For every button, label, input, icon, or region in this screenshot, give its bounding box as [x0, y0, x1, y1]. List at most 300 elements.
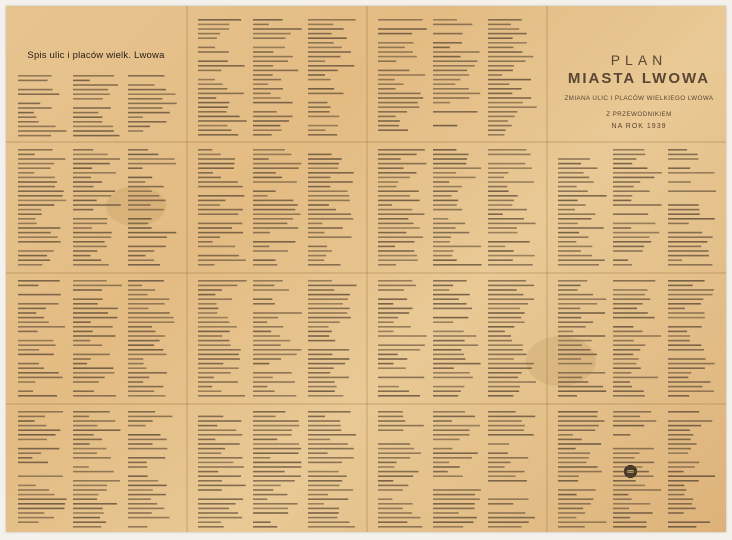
street-entry-line: [198, 521, 221, 523]
street-entry-line: [18, 195, 63, 197]
street-entry-line: [613, 167, 647, 169]
street-entry-line: [558, 223, 578, 225]
street-entry-line: [308, 294, 350, 296]
street-entry-line: [433, 331, 464, 333]
street-entry-line: [18, 349, 39, 351]
street-entry-line: [668, 475, 715, 477]
street-entry-line: [128, 209, 164, 211]
street-entry-line: [668, 508, 696, 510]
street-entry-line: [128, 232, 176, 234]
street-entry-line: [488, 367, 532, 369]
street-entry-line: [378, 163, 426, 165]
street-entry-line: [18, 103, 40, 105]
street-entry-line: [128, 512, 152, 514]
street-entry-line: [558, 317, 581, 319]
street-entry-line: [558, 326, 586, 328]
street-entry-line: [253, 24, 269, 26]
street-entry-line: [613, 512, 653, 514]
street-entry-line: [198, 439, 215, 441]
street-entry-line: [198, 395, 245, 397]
street-entry-line: [668, 429, 690, 431]
street-entry-line: [488, 28, 519, 30]
street-entry-line: [308, 298, 348, 300]
street-entry-line: [488, 386, 520, 388]
street-entry-line: [558, 335, 605, 337]
street-entry-line: [433, 521, 473, 523]
street-entry-line: [558, 167, 597, 169]
street-entry-line: [18, 227, 60, 229]
street-entry-line: [73, 429, 120, 431]
street-entry-line: [253, 163, 301, 165]
street-entry-line: [613, 462, 654, 464]
street-entry-line: [378, 102, 418, 104]
street-entry-line: [308, 213, 351, 215]
street-entry-line: [198, 452, 221, 454]
street-entry-line: [198, 195, 244, 197]
street-entry-line: [668, 480, 699, 482]
street-entry-line: [128, 98, 163, 100]
street-entry-line: [128, 195, 159, 197]
street-entry-line: [433, 457, 472, 459]
street-entry-line: [253, 88, 283, 90]
street-entry-line: [433, 367, 454, 369]
street-entry-line: [308, 326, 329, 328]
street-entry-line: [613, 195, 632, 197]
street-entry-line: [198, 312, 217, 314]
street-entry-line: [378, 186, 397, 188]
street-entry-line: [253, 47, 285, 49]
street-entry-line: [378, 47, 405, 49]
street-entry-line: [253, 363, 269, 365]
street-entry-line: [253, 381, 295, 383]
street-entry-line: [488, 395, 513, 397]
street-entry-line: [253, 480, 295, 482]
street-entry-line: [73, 443, 90, 445]
street-entry-line: [308, 125, 338, 127]
street-entry-line: [558, 494, 577, 496]
street-entry-line: [668, 250, 709, 252]
street-entry-line: [433, 395, 458, 397]
street-entry-line: [378, 33, 412, 35]
street-entry-line: [18, 172, 34, 174]
street-entry-line: [433, 51, 480, 53]
street-entry-line: [613, 390, 644, 392]
street-entry-line: [253, 125, 280, 127]
street-entry-line: [433, 429, 470, 431]
street-entry-line: [308, 232, 324, 234]
street-entry-line: [613, 480, 636, 482]
street-entry-line: [488, 186, 507, 188]
street-entry-line: [18, 232, 51, 234]
street-entry-line: [378, 223, 414, 225]
street-entry-line: [308, 358, 349, 360]
street-entry-line: [128, 294, 148, 296]
street-entry-line: [73, 395, 116, 397]
street-entry-line: [433, 298, 459, 300]
fold-line-horizontal: [6, 403, 726, 405]
street-entry-line: [488, 517, 535, 519]
street-entry-line: [613, 163, 632, 165]
street-entry-line: [378, 88, 396, 90]
street-entry-line: [18, 494, 54, 496]
street-entry-line: [488, 97, 531, 99]
street-entry-line: [198, 308, 218, 310]
street-entry-line: [73, 471, 114, 473]
street-entry-line: [253, 462, 301, 464]
street-entry-line: [128, 223, 148, 225]
street-entry-line: [253, 70, 298, 72]
street-entry-line: [668, 411, 699, 413]
street-entry-line: [433, 236, 451, 238]
street-entry-line: [613, 289, 648, 291]
street-entry-line: [253, 37, 285, 39]
street-entry-line: [308, 264, 340, 266]
fold-line-vertical: [366, 6, 368, 532]
street-entry-line: [73, 439, 102, 441]
street-entry-line: [558, 163, 581, 165]
street-entry-line: [668, 512, 684, 514]
street-entry-line: [433, 420, 452, 422]
street-entry-line: [488, 74, 502, 76]
street-entry-line: [18, 425, 47, 427]
cover-guide-line: Z PRZEWODNIKIEM: [606, 111, 672, 118]
street-entry-line: [128, 326, 152, 328]
street-entry-line: [613, 372, 631, 374]
street-entry-line: [558, 439, 582, 441]
street-entry-line: [73, 517, 100, 519]
street-entry-line: [488, 204, 512, 206]
street-entry-line: [308, 255, 326, 257]
street-entry-line: [668, 223, 689, 225]
street-entry-line: [18, 372, 59, 374]
street-entry-line: [198, 19, 241, 21]
street-entry-line: [668, 289, 714, 291]
street-entry-line: [558, 381, 588, 383]
street-entry-line: [488, 83, 509, 85]
street-entry-line: [613, 485, 645, 487]
street-entry-line: [378, 448, 414, 450]
street-entry-line: [128, 154, 158, 156]
street-entry-line: [308, 204, 329, 206]
street-entry-line: [308, 28, 344, 30]
street-entry-line: [308, 312, 347, 314]
street-entry-line: [433, 349, 461, 351]
street-entry-line: [433, 154, 469, 156]
street-entry-line: [18, 116, 36, 118]
street-entry-line: [433, 79, 460, 81]
street-entry-line: [613, 172, 662, 174]
street-entry-line: [378, 326, 411, 328]
street-entry-line: [488, 88, 522, 90]
street-entry-line: [73, 195, 111, 197]
street-entry-line: [308, 190, 348, 192]
street-entry-line: [488, 480, 527, 482]
street-entry-line: [73, 363, 87, 365]
street-entry-line: [558, 452, 590, 454]
street-entry-line: [378, 167, 404, 169]
street-entry-line: [308, 443, 348, 445]
street-entry-line: [73, 167, 92, 169]
street-entry-line: [253, 120, 289, 122]
street-entry-line: [558, 372, 605, 374]
street-entry-line: [613, 326, 634, 328]
street-entry-line: [18, 308, 46, 310]
street-entry-line: [253, 241, 295, 243]
cover-plan-title: PLAN: [610, 52, 668, 68]
street-entry-line: [253, 83, 268, 85]
street-entry-line: [433, 386, 464, 388]
street-entry-line: [378, 209, 412, 211]
street-entry-line: [433, 190, 458, 192]
street-entry-line: [488, 425, 525, 427]
street-entry-line: [558, 471, 602, 473]
street-entry-line: [308, 285, 357, 287]
street-entry-line: [668, 367, 705, 369]
street-entry-line: [18, 154, 35, 156]
street-entry-line: [128, 317, 174, 319]
street-entry-line: [198, 358, 240, 360]
street-entry-line: [128, 116, 143, 118]
street-entry-line: [128, 411, 155, 413]
street-entry-line: [668, 358, 706, 360]
street-entry-line: [73, 121, 102, 123]
street-entry-line: [18, 280, 60, 282]
street-entry-line: [18, 462, 48, 464]
street-entry-line: [308, 259, 324, 261]
street-entry-line: [128, 149, 148, 151]
street-entry-line: [488, 190, 509, 192]
street-entry-line: [73, 112, 98, 114]
street-entry-line: [378, 390, 409, 392]
street-entry-line: [73, 308, 118, 310]
street-entry-line: [198, 172, 213, 174]
street-entry-line: [128, 448, 167, 450]
street-entry-line: [73, 344, 102, 346]
street-entry-line: [488, 167, 532, 169]
street-entry-line: [73, 209, 93, 211]
street-entry-line: [253, 420, 299, 422]
street-entry-line: [308, 163, 339, 165]
street-entry-line: [433, 102, 450, 104]
street-entry-line: [308, 172, 354, 174]
street-entry-line: [613, 425, 644, 427]
street-entry-line: [18, 163, 54, 165]
street-entry-line: [558, 259, 605, 261]
street-entry-line: [128, 186, 164, 188]
street-entry-line: [433, 42, 462, 44]
street-entry-line: [253, 358, 281, 360]
street-entry-line: [613, 200, 631, 202]
street-entry-line: [558, 462, 586, 464]
street-entry-line: [433, 363, 481, 365]
street-entry-line: [488, 172, 508, 174]
street-entry-line: [73, 223, 107, 225]
street-entry-line: [378, 28, 427, 30]
street-entry-line: [433, 517, 477, 519]
street-entry-line: [488, 331, 505, 333]
street-entry-line: [73, 172, 116, 174]
street-entry-line: [488, 349, 523, 351]
street-entry-line: [378, 429, 403, 431]
street-entry-line: [668, 264, 712, 266]
street-entry-line: [613, 475, 654, 477]
street-entry-line: [18, 503, 65, 505]
street-entry-line: [668, 485, 684, 487]
street-entry-line: [308, 526, 355, 528]
street-entry-line: [668, 190, 716, 192]
street-entry-line: [253, 213, 301, 215]
street-entry-line: [668, 498, 693, 500]
street-entry-line: [433, 250, 453, 252]
street-entry-line: [253, 149, 285, 151]
street-entry-line: [128, 84, 155, 86]
street-entry-line: [253, 28, 302, 30]
street-entry-line: [198, 129, 231, 131]
street-entry-line: [378, 97, 423, 99]
street-entry-line: [73, 204, 121, 206]
street-entry-line: [378, 526, 422, 528]
street-entry-line: [433, 33, 463, 35]
street-entry-line: [73, 298, 103, 300]
street-entry-line: [378, 172, 416, 174]
street-entry-line: [378, 74, 425, 76]
street-entry-line: [198, 213, 238, 215]
street-entry-line: [73, 312, 108, 314]
street-entry-line: [73, 130, 114, 132]
street-entry-line: [128, 390, 154, 392]
street-entry-line: [253, 167, 299, 169]
street-entry-line: [488, 259, 513, 261]
street-entry-line: [308, 33, 332, 35]
street-entry-line: [378, 358, 407, 360]
street-index-block: [196, 16, 361, 138]
street-entry-line: [73, 80, 90, 82]
street-entry-line: [198, 83, 223, 85]
street-entry-line: [128, 163, 176, 165]
street-entry-line: [488, 289, 517, 291]
street-entry-line: [668, 312, 705, 314]
street-entry-line: [378, 480, 393, 482]
street-entry-line: [378, 154, 417, 156]
street-entry-line: [613, 335, 661, 337]
street-entry-line: [198, 223, 242, 225]
street-entry-line: [73, 135, 119, 137]
street-entry-line: [308, 462, 342, 464]
street-entry-line: [378, 241, 414, 243]
street-entry-line: [613, 340, 634, 342]
street-entry-line: [253, 172, 276, 174]
street-entry-line: [488, 466, 505, 468]
street-entry-line: [198, 416, 223, 418]
street-entry-line: [18, 213, 42, 215]
street-entry-line: [433, 462, 449, 464]
street-entry-line: [433, 97, 469, 99]
street-entry-line: [558, 448, 576, 450]
street-entry-line: [433, 416, 475, 418]
street-entry-line: [73, 494, 99, 496]
street-entry-line: [253, 448, 301, 450]
street-entry-line: [433, 425, 480, 427]
street-entry-line: [488, 246, 505, 248]
street-entry-line: [128, 218, 152, 220]
street-entry-line: [73, 521, 106, 523]
street-entry-line: [128, 227, 152, 229]
street-entry-line: [253, 344, 281, 346]
street-entry-line: [198, 255, 239, 257]
street-entry-line: [128, 395, 165, 397]
street-index-block: [556, 146, 721, 268]
street-entry-line: [253, 154, 291, 156]
street-entry-line: [558, 172, 584, 174]
street-entry-line: [378, 303, 393, 305]
street-entry-line: [558, 227, 604, 229]
street-entry-line: [308, 377, 349, 379]
street-entry-line: [558, 521, 606, 523]
street-entry-line: [18, 285, 38, 287]
street-entry-line: [668, 489, 686, 491]
street-entry-line: [18, 186, 55, 188]
street-entry-line: [18, 75, 52, 77]
street-entry-line: [308, 494, 328, 496]
street-entry-line: [378, 289, 404, 291]
street-entry-line: [253, 56, 293, 58]
street-entry-line: [613, 317, 655, 319]
street-entry-line: [73, 489, 107, 491]
street-entry-line: [433, 24, 472, 26]
street-entry-line: [488, 149, 526, 151]
street-entry-line: [198, 349, 241, 351]
street-entry-line: [558, 190, 588, 192]
street-entry-line: [558, 294, 593, 296]
street-entry-line: [198, 434, 242, 436]
street-entry-line: [253, 111, 277, 113]
street-entry-line: [558, 195, 607, 197]
street-entry-line: [198, 475, 241, 477]
street-entry-line: [18, 218, 35, 220]
street-entry-line: [18, 259, 50, 261]
street-entry-line: [73, 526, 101, 528]
street-entry-line: [558, 186, 577, 188]
street-entry-line: [18, 121, 39, 123]
street-entry-line: [378, 367, 406, 369]
street-entry-line: [253, 158, 269, 160]
street-entry-line: [73, 503, 117, 505]
street-entry-line: [18, 317, 44, 319]
street-index-block: [376, 408, 541, 530]
street-entry-line: [308, 209, 336, 211]
street-entry-line: [128, 121, 166, 123]
street-entry-line: [613, 395, 645, 397]
street-entry-line: [433, 227, 456, 229]
street-entry-line: [668, 395, 689, 397]
street-entry-line: [488, 411, 516, 413]
street-entry-line: [558, 250, 581, 252]
street-entry-line: [128, 204, 151, 206]
street-entry-line: [73, 480, 120, 482]
street-entry-line: [308, 227, 343, 229]
street-entry-line: [433, 259, 457, 261]
street-entry-line: [198, 294, 215, 296]
street-entry-line: [198, 120, 247, 122]
street-entry-line: [613, 354, 633, 356]
street-entry-line: [613, 331, 642, 333]
street-entry-line: [668, 448, 691, 450]
street-entry-line: [308, 321, 340, 323]
street-entry-line: [198, 93, 244, 95]
street-entry-line: [128, 321, 174, 323]
street-entry-line: [433, 83, 455, 85]
street-entry-line: [558, 416, 597, 418]
